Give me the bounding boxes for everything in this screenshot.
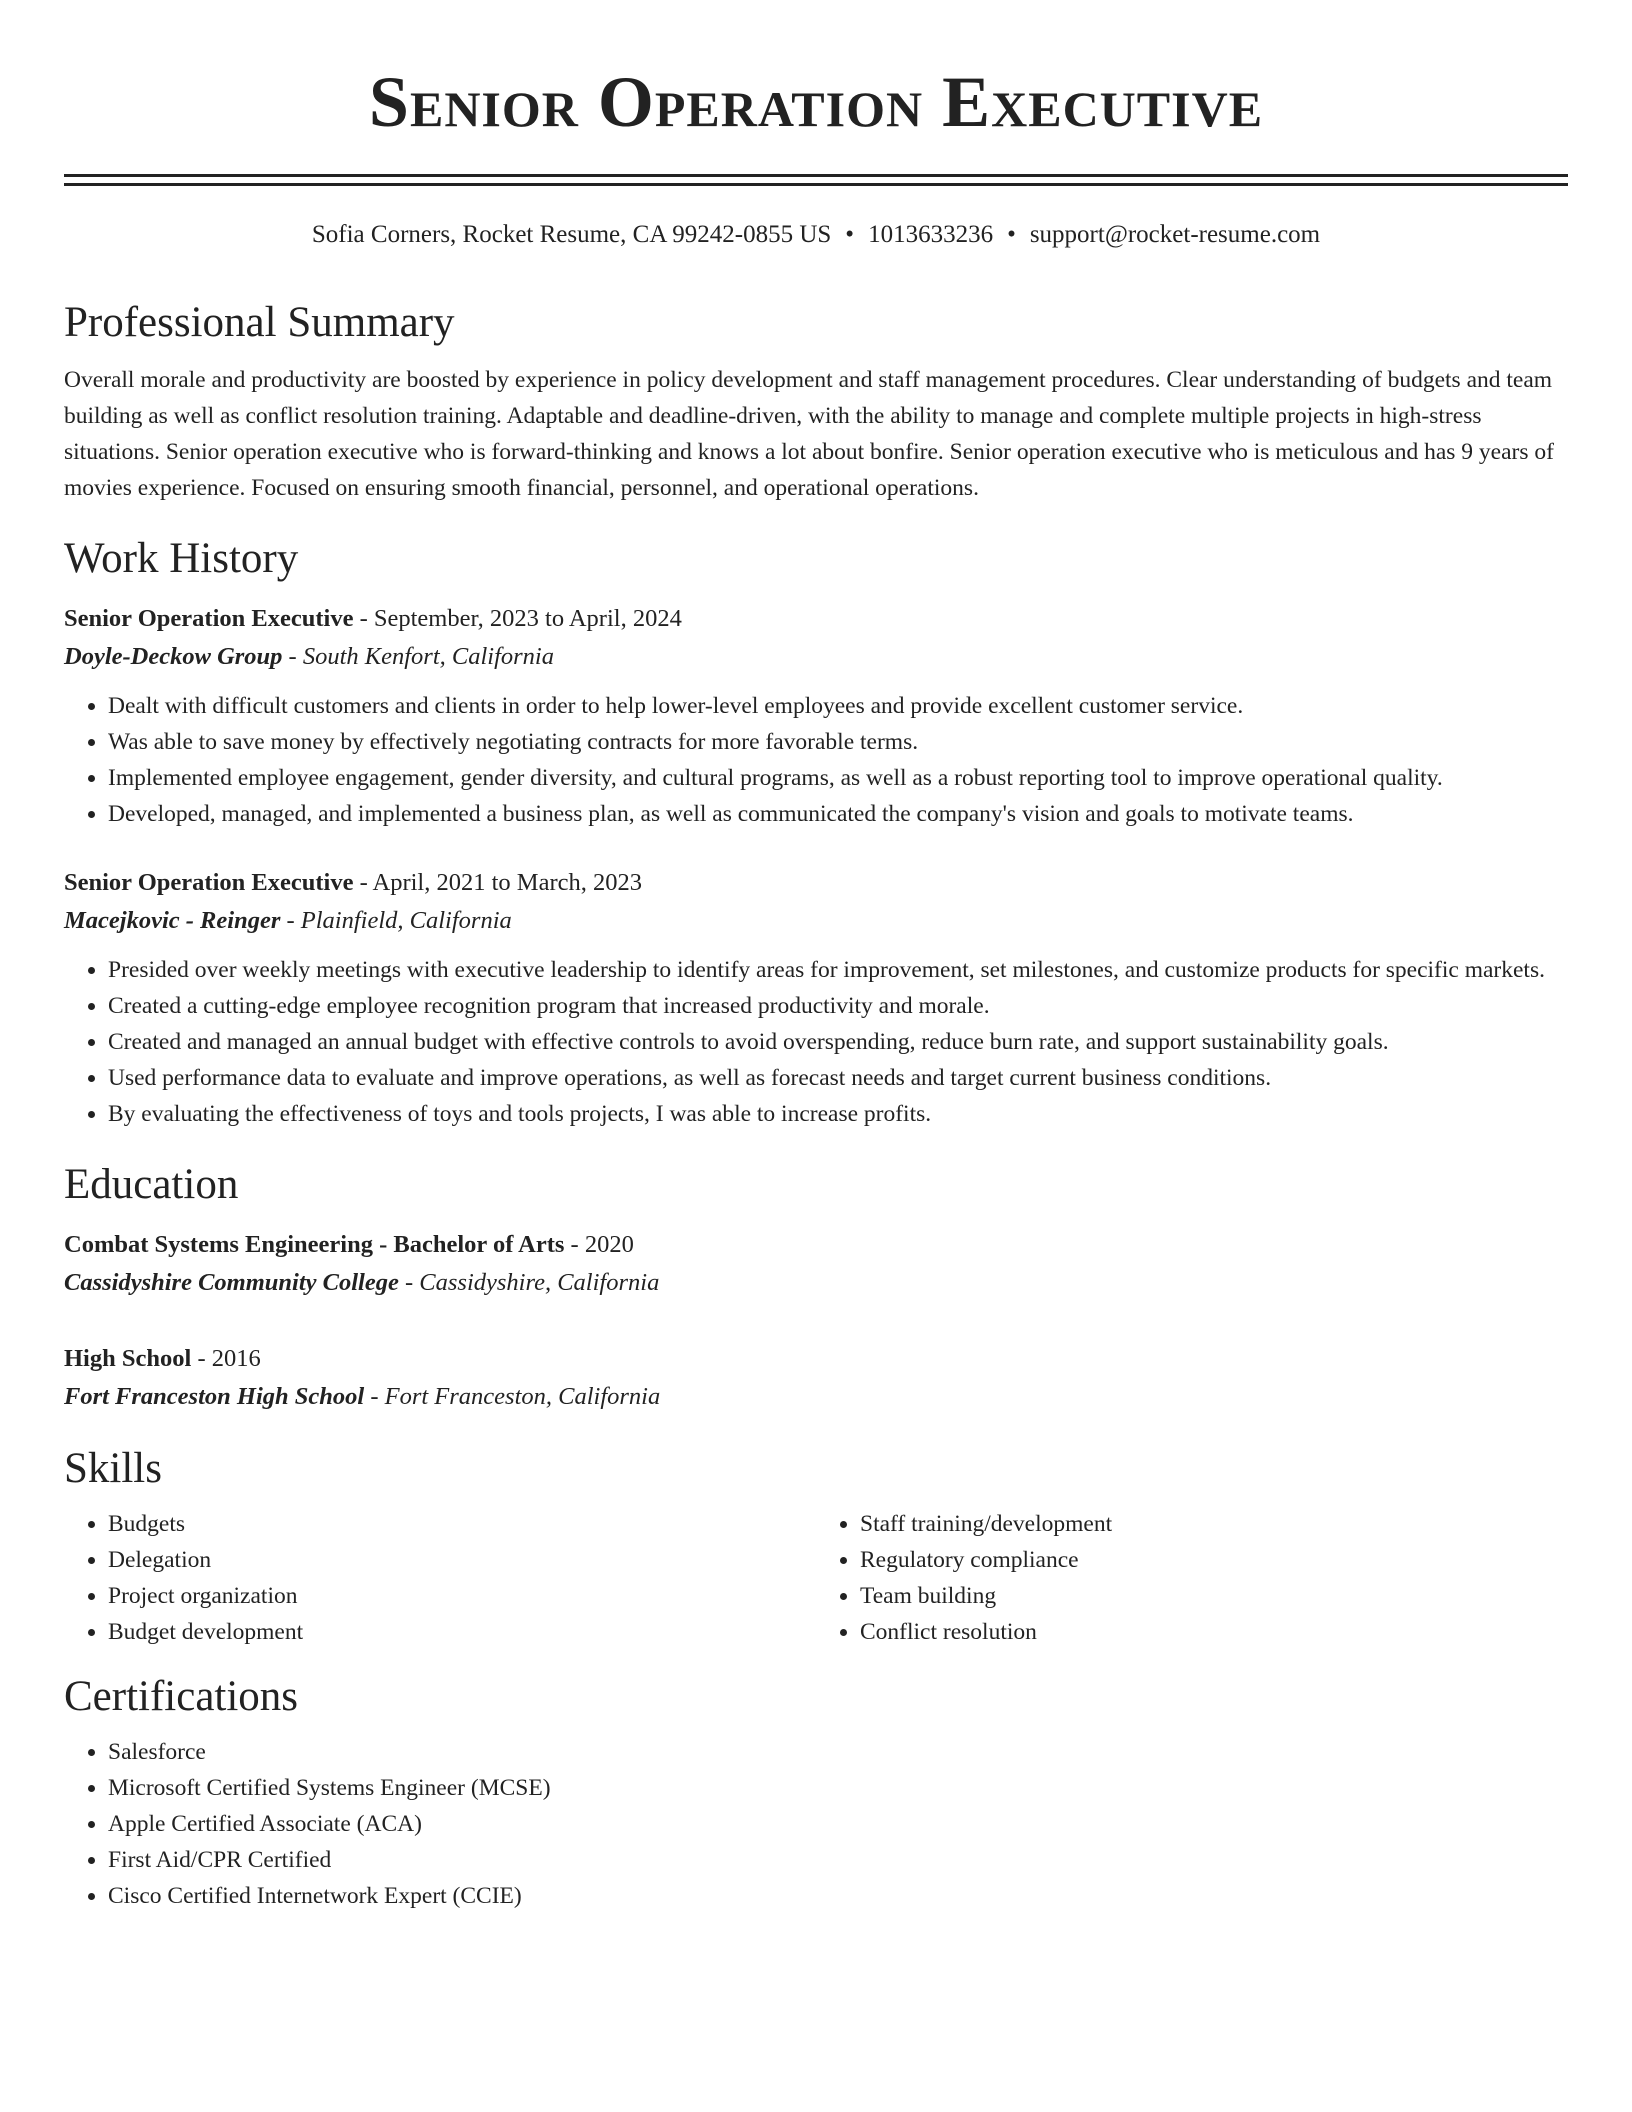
skills-heading: Skills — [64, 1445, 162, 1492]
job-company-line — [64, 902, 1568, 940]
job-title-line — [64, 864, 1568, 902]
title-divider-top — [64, 174, 1568, 177]
education-entry — [64, 1226, 1568, 1302]
contact-separator: • — [1007, 221, 1016, 248]
job-bullets — [64, 952, 1568, 1132]
certification-item: • Cisco Certified Internetwork Expert (CCIE) — [108, 1878, 1568, 1914]
job-location: - Plainfield, California — [280, 907, 512, 934]
education-entry — [64, 1340, 1568, 1416]
skill-item: • Budgets — [108, 1506, 816, 1542]
job-bullet: • Implemented employee engagement, gender diversity, and cultural programs, as well as a robust reporting tool to improve operational quality. — [108, 760, 1568, 796]
job-bullet: • Dealt with difficult customers and clients in order to help lower-level employees and provide excellent customer service. — [108, 688, 1568, 724]
education-location: - Cassidyshire, California — [398, 1269, 660, 1296]
job-title: Senior Operation Executive — [64, 605, 354, 632]
summary-text: Overall morale and productivity are boosted by experience in policy development and staff management procedures. Clear understanding of budgets and team building as well as conflict resolution training. Adaptable and deadline-driven, with the ability to manage and complete multiple projects in high-stress situations. Senior operation executive who is forward-thinking and knows a lot about bonfire. Senior operation executive who is meticulous and has 9 years of movies experience. Focused on ensuring smooth financial, personnel, and operational operations. — [64, 367, 1554, 501]
education-degree-line — [64, 1226, 1568, 1264]
skill-item: • Team building — [860, 1578, 1568, 1614]
education-location: - Fort Franceston, California — [364, 1383, 661, 1410]
contact-address: Sofia Corners, Rocket Resume, CA 99242-0855 US — [311, 221, 832, 248]
education-school-line — [64, 1378, 1568, 1416]
job-company-line — [64, 638, 1568, 676]
certifications-heading: Certifications — [64, 1673, 299, 1720]
job-bullet: • Was able to save money by effectively negotiating contracts for more favorable terms. — [108, 724, 1568, 760]
resume-title: Senior Operation Executive — [368, 62, 1264, 142]
title-divider-bottom — [64, 183, 1568, 186]
certifications-list — [64, 1734, 1568, 1914]
contact-line — [64, 220, 1568, 250]
skills-list-left — [64, 1506, 816, 1650]
education-degree: High School — [64, 1345, 192, 1372]
contact-separator: • — [845, 221, 855, 248]
education-degree-line — [64, 1340, 1568, 1378]
job-bullet: • Developed, managed, and implemented a business plan, as well as communicated the company's vision and goals to motivate teams. — [108, 796, 1568, 832]
skill-item: • Budget development — [108, 1614, 816, 1650]
work-history-heading: Work History — [64, 535, 299, 582]
certification-item: • Apple Certified Associate (ACA) — [108, 1806, 1568, 1842]
job-company: Macejkovic - Reinger — [64, 907, 281, 934]
job-bullet: • Presided over weekly meetings with executive leadership to identify areas for improvement, set milestones, and customize products for specific markets. — [108, 952, 1568, 988]
job-bullet: • By evaluating the effectiveness of toys and tools projects, I was able to increase profits. — [108, 1096, 1568, 1132]
job-dates: - April, 2021 to March, 2023 — [353, 869, 642, 896]
skill-item: • Project organization — [108, 1578, 816, 1614]
job-dates: - September, 2023 to April, 2024 — [353, 605, 682, 632]
job-bullets — [64, 688, 1568, 832]
education-year: - 2016 — [191, 1345, 261, 1372]
contact-phone: 1013633236 — [868, 221, 994, 248]
job-entry — [64, 600, 1568, 832]
summary-heading: Professional Summary — [64, 299, 455, 346]
job-location: - South Kenfort, California — [282, 643, 554, 670]
job-title-line — [64, 600, 1568, 638]
job-bullet: • Used performance data to evaluate and improve operations, as well as forecast needs and target current business conditions. — [108, 1060, 1568, 1096]
skill-item: • Regulatory compliance — [860, 1542, 1568, 1578]
skills-columns — [64, 1506, 1568, 1650]
skill-item: • Conflict resolution — [860, 1614, 1568, 1650]
skill-item: • Staff training/development — [860, 1506, 1568, 1542]
skills-list-right — [816, 1506, 1568, 1650]
education-year: - 2020 — [564, 1231, 634, 1258]
education-degree: Combat Systems Engineering - Bachelor of Arts — [64, 1231, 565, 1258]
certification-item: • Microsoft Certified Systems Engineer (MCSE) — [108, 1770, 1568, 1806]
certification-item: • First Aid/CPR Certified — [108, 1842, 1568, 1878]
education-school-line — [64, 1264, 1568, 1302]
certification-item: • Salesforce — [108, 1734, 1568, 1770]
job-entry — [64, 864, 1568, 1132]
job-bullet: • Created and managed an annual budget with effective controls to avoid overspending, reduce burn rate, and support sustainability goals. — [108, 1024, 1568, 1060]
skill-item: • Delegation — [108, 1542, 816, 1578]
education-school: Fort Franceston High School — [64, 1383, 365, 1410]
contact-email[interactable]: support@rocket-resume.com — [1029, 221, 1321, 248]
job-company: Doyle-Deckow Group — [64, 643, 283, 670]
job-title: Senior Operation Executive — [64, 869, 354, 896]
education-heading: Education — [64, 1161, 239, 1208]
education-school: Cassidyshire Community College — [64, 1269, 399, 1296]
job-bullet: • Created a cutting-edge employee recognition program that increased productivity and morale. — [108, 988, 1568, 1024]
